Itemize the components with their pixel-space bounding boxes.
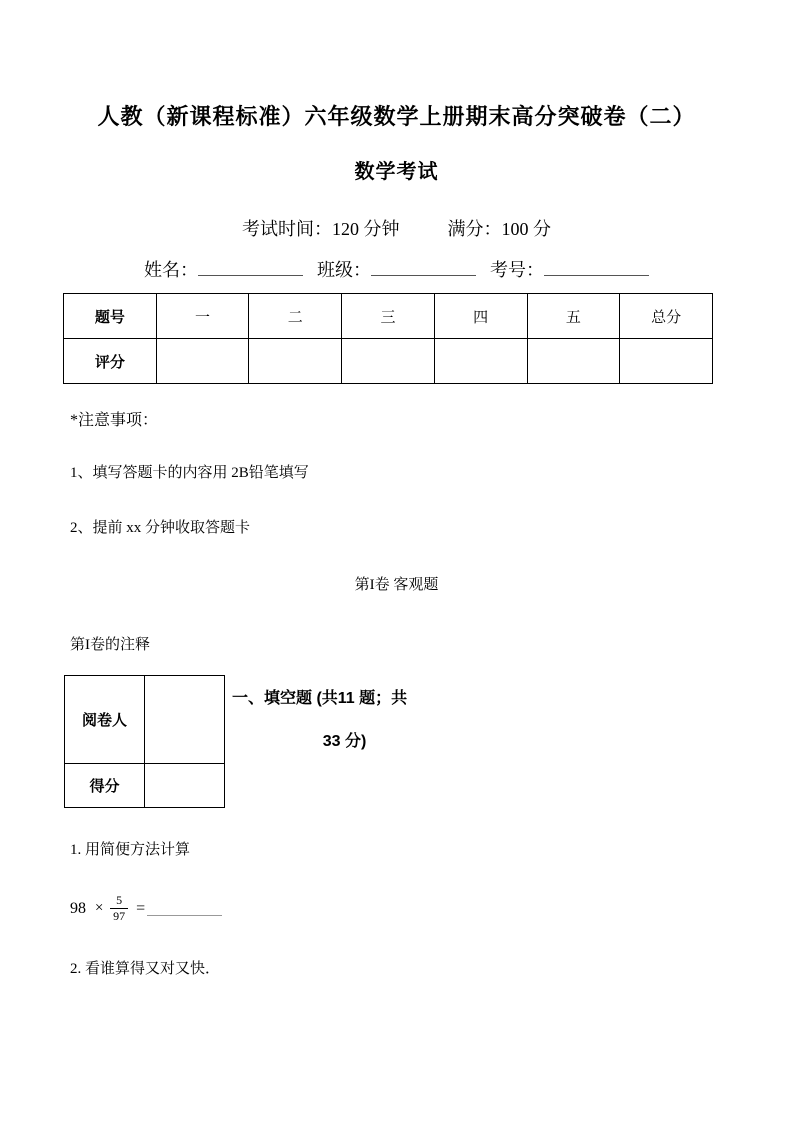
table-row: [64, 339, 713, 384]
score-cell-empty: [620, 339, 713, 384]
score-cell-empty: [434, 339, 527, 384]
grader-label: 阅卷人: [65, 676, 145, 764]
answer-blank: [147, 902, 222, 916]
math-operand: 98: [70, 899, 86, 917]
score-cell-empty: [249, 339, 342, 384]
fraction: [110, 893, 128, 924]
table-row: [65, 764, 225, 808]
id-label: 考号：: [490, 260, 544, 280]
score-cell-empty: [145, 764, 225, 808]
score-cell-empty: [527, 339, 620, 384]
score-table-row2-label: 评分: [64, 339, 157, 384]
section1-heading: [232, 685, 457, 751]
notes-heading: *注意事项：: [70, 412, 159, 429]
exam-info-line: [0, 215, 793, 241]
exam-full-score: 满分：100 分: [447, 219, 551, 239]
fraction-denominator: 97: [110, 908, 128, 924]
name-blank: [198, 256, 303, 276]
table-row: [65, 676, 225, 764]
table-row: [64, 294, 713, 339]
score-table-row1-label: 题号: [64, 294, 157, 339]
part1-title: 第I卷 客观题: [354, 577, 439, 593]
part1-annotation: 第I卷的注释: [70, 637, 150, 653]
score-table-col-1: 一: [156, 294, 249, 339]
note-item-2: 2、提前 xx 分钟收取答题卡: [70, 520, 251, 536]
class-label: 班级：: [317, 260, 371, 280]
grader-cell-empty: [145, 676, 225, 764]
score-label: 得分: [65, 764, 145, 808]
exam-time: 考试时间：120 分钟: [242, 219, 400, 239]
note-item-1: 1、填写答题卡的内容用 2B铅笔填写: [70, 465, 309, 481]
section1-heading-line2: 33 分): [322, 733, 367, 750]
score-summary-table: [63, 293, 713, 384]
class-blank: [371, 256, 476, 276]
name-label: 姓名：: [144, 260, 198, 280]
section1-heading-line1: 一、填空题 (共11 题；共: [232, 690, 408, 707]
id-blank: [544, 256, 649, 276]
question-1-text: 1. 用简便方法计算: [70, 842, 191, 858]
score-cell-empty: [342, 339, 435, 384]
score-table-col-4: 四: [434, 294, 527, 339]
score-table-col-3: 三: [342, 294, 435, 339]
question-1-expression: [70, 893, 222, 924]
doc-title: 人教（新课程标准）六年级数学上册期末高分突破卷（二）: [97, 104, 696, 129]
grader-score-table: [64, 675, 225, 808]
question-2-text: 2. 看谁算得又对又快．: [70, 961, 221, 977]
score-table-col-2: 二: [249, 294, 342, 339]
student-info-line: [0, 256, 793, 282]
equals-sign: =: [136, 899, 146, 917]
score-table-col-5: 五: [527, 294, 620, 339]
score-cell-empty: [156, 339, 249, 384]
fraction-numerator: 5: [116, 893, 123, 907]
doc-subtitle: 数学考试: [354, 161, 439, 183]
score-table-col-total: 总分: [620, 294, 713, 339]
multiply-sign: ×: [94, 900, 105, 916]
